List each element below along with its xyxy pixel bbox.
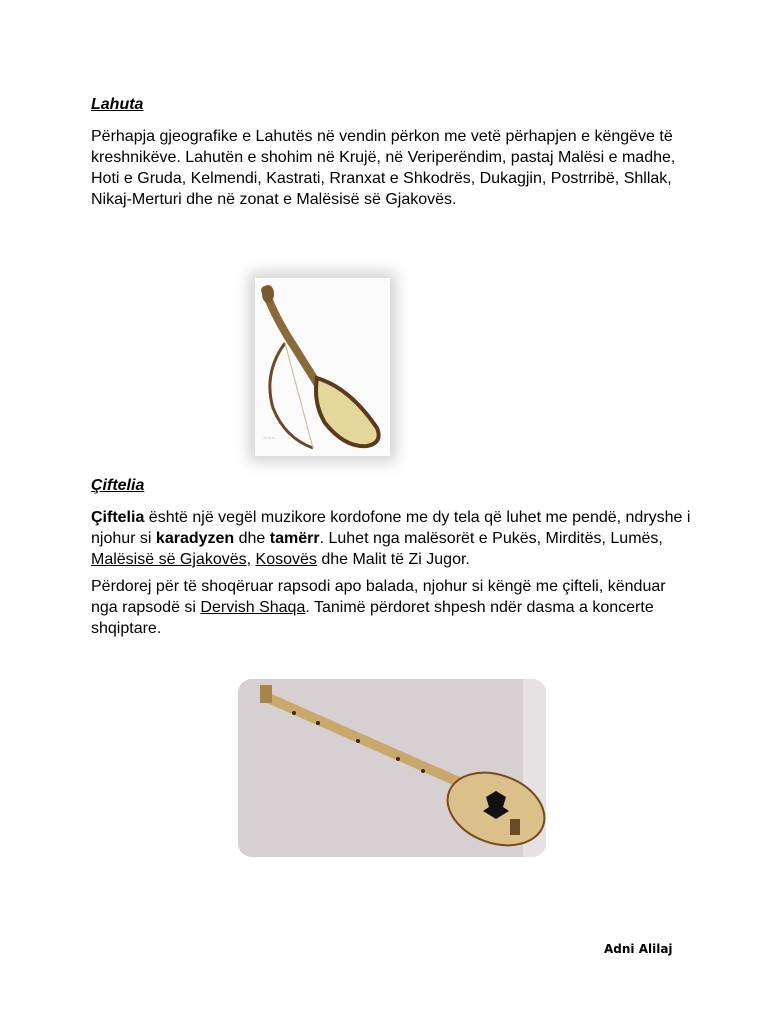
ciftelia-image — [238, 679, 546, 857]
ciftelia-heading: Çiftelia — [91, 477, 145, 494]
lahuta-heading: Lahuta — [91, 96, 144, 113]
svg-text:~~~: ~~~ — [263, 436, 276, 442]
ciftelia-paragraph-2: Përdorej për të shoqëruar rapsodi apo balada, njohur si këngë me çifteli, kënduar nga rapsodë si Dervish Shaqa. Tanimë përdoret shpesh ndër dasma a koncerte shqiptare. — [91, 578, 666, 637]
link-malesise-gjakoves[interactable]: Malësisë së Gjakovës — [91, 551, 247, 568]
ciftelia-name: Çiftelia — [91, 509, 145, 526]
karadyzen-term: karadyzen — [155, 530, 235, 547]
link-dervish-shaqa[interactable]: Dervish Shaqa — [200, 599, 306, 616]
ciftelia-paragraph-1: Çiftelia është një vegël muzikore kordofone me dy tela që luhet me pendë, ndryshe i njohur si karadyzen dhe tamërr. Luhet nga malësorët e Pukës, Mirditës, Lumës, Malësisë së Gjakovës, Kosovës dhe Malit të Zi Jugor. — [91, 509, 691, 568]
lahuta-paragraph: Përhapja gjeografike e Lahutës në vendin përkon me vetë përhapjen e këngëve të kreshnikëve. Lahutën e shohim në Krujë, në Veriperëndim, pastaj Malësi e madhe, Hoti e Gruda, Kelmendi, Kastrati, Rranxat e Shkodrës, Dukagjin, Postrribë, Shllak, Nikaj-Merturi dhe në zonat e Malësisë së Gjakovës. — [91, 128, 676, 208]
tamerr-term: tamërr — [269, 530, 320, 547]
author-name: Adni Alilaj — [604, 942, 673, 956]
lahuta-image — [255, 278, 390, 456]
link-kosoves[interactable]: Kosovës — [255, 551, 317, 568]
